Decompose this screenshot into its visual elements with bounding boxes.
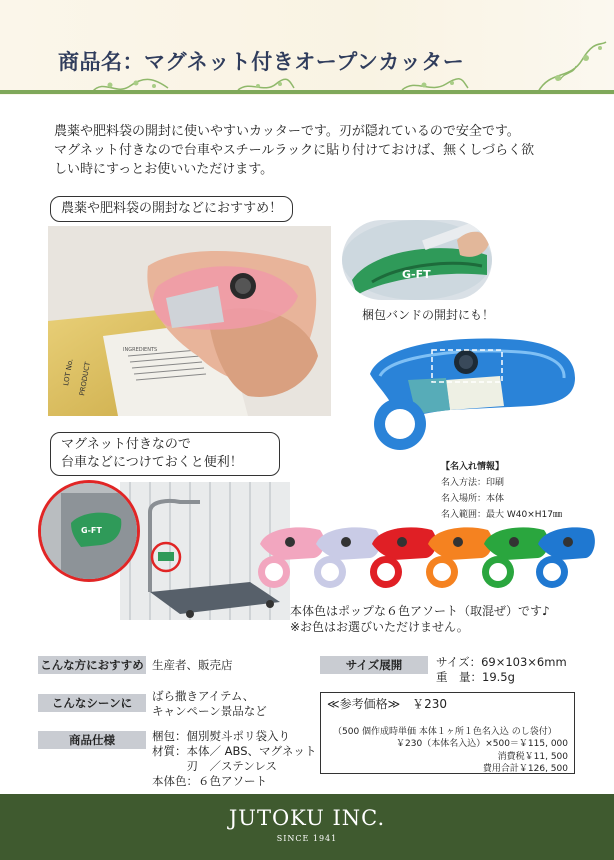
band-caption: 梱包バンドの開封にも！ (362, 308, 495, 322)
price-calc: ￥230（本体名入込）×500＝￥115, 000 (396, 739, 568, 749)
size-value: サイズ：69×103×6mm 重 量：19.5g (436, 655, 567, 684)
company-logo: JUTOKU INC. (228, 806, 386, 830)
name-info-method: 名入方法：印刷 (441, 478, 505, 488)
photo-cart-zoom (38, 480, 140, 582)
name-info-heading: 【名入れ情報】 (441, 462, 505, 472)
cutter-red (370, 527, 436, 588)
tag-scene: こんなシーンに (38, 694, 146, 712)
tag-size: サイズ展開 (320, 656, 428, 674)
price-tax: 消費税￥11, 500 (497, 752, 568, 762)
cutter-brand-green: G-FT (402, 268, 431, 281)
price-condition: （500 個作成時単価 本体１ヶ所１色名入込 のし袋付） (333, 727, 557, 737)
name-info (441, 459, 562, 523)
callout-recommend: 農薬や肥料袋の開封などにおすすめ！ (50, 196, 293, 222)
cutter-orange (426, 527, 492, 588)
price-label: ≪参考価格≫ ￥230 (327, 697, 448, 711)
header-rule (0, 90, 614, 94)
page-title: 商品名：マグネット付きオープンカッター (58, 50, 465, 74)
colors-note: 本体色はポップな６色アソート（取混ぜ）です♪ ※お色はお選びいただけません。 (290, 604, 550, 634)
bag-print: INGREDIENTS (123, 347, 158, 353)
cutter-lavender (314, 527, 380, 588)
intro-text: 農薬や肥料袋の開封に使いやすいカッターです。刃が隠れているので安全です。 マグネット付きなので台車やスチールラックに貼り付けておけば、無くしづらく欲 しい時にすっとお使いいただけます。 (54, 124, 535, 177)
name-info-range: 名入範囲：最大 W40×H17㎜ (441, 510, 562, 520)
callout-magnet: マグネット付きなので 台車などにつけておくと便利！ (50, 432, 280, 476)
cutter-blue (536, 527, 595, 588)
photo-band-cut (342, 220, 492, 300)
spec-value: 梱包：個別熨斗ポリ袋入り 材質：本体／ ABS、マグネット 刃 ／ステンレス 本体色：６色アソート (152, 729, 317, 788)
page-header (0, 0, 614, 95)
cutter-brand-cart: G-FT (81, 526, 102, 535)
vine-swirl-icon (90, 74, 170, 98)
tag-spec: 商品仕様 (38, 731, 146, 749)
company-since: SINCE 1941 (276, 834, 338, 843)
footer (0, 794, 614, 860)
vine-swirl-icon (530, 40, 610, 94)
photo-blue-cutter (350, 326, 580, 452)
bag-product: PRODUCT (78, 361, 92, 397)
price-total: 費用合計￥126, 500 (482, 764, 568, 774)
price-box (320, 692, 575, 774)
cutter-pink (258, 527, 324, 588)
scene-value: ばら撒きアイテム、 キャンペーン景品など (152, 689, 267, 718)
tag-target: こんな方におすすめ (38, 656, 146, 674)
bag-lot: LOT No. (62, 358, 75, 387)
color-assortment (258, 520, 598, 602)
target-value: 生産者、販売店 (152, 658, 233, 672)
name-info-place: 名入場所：本体 (441, 494, 505, 504)
photo-cutting-bag (48, 226, 331, 416)
